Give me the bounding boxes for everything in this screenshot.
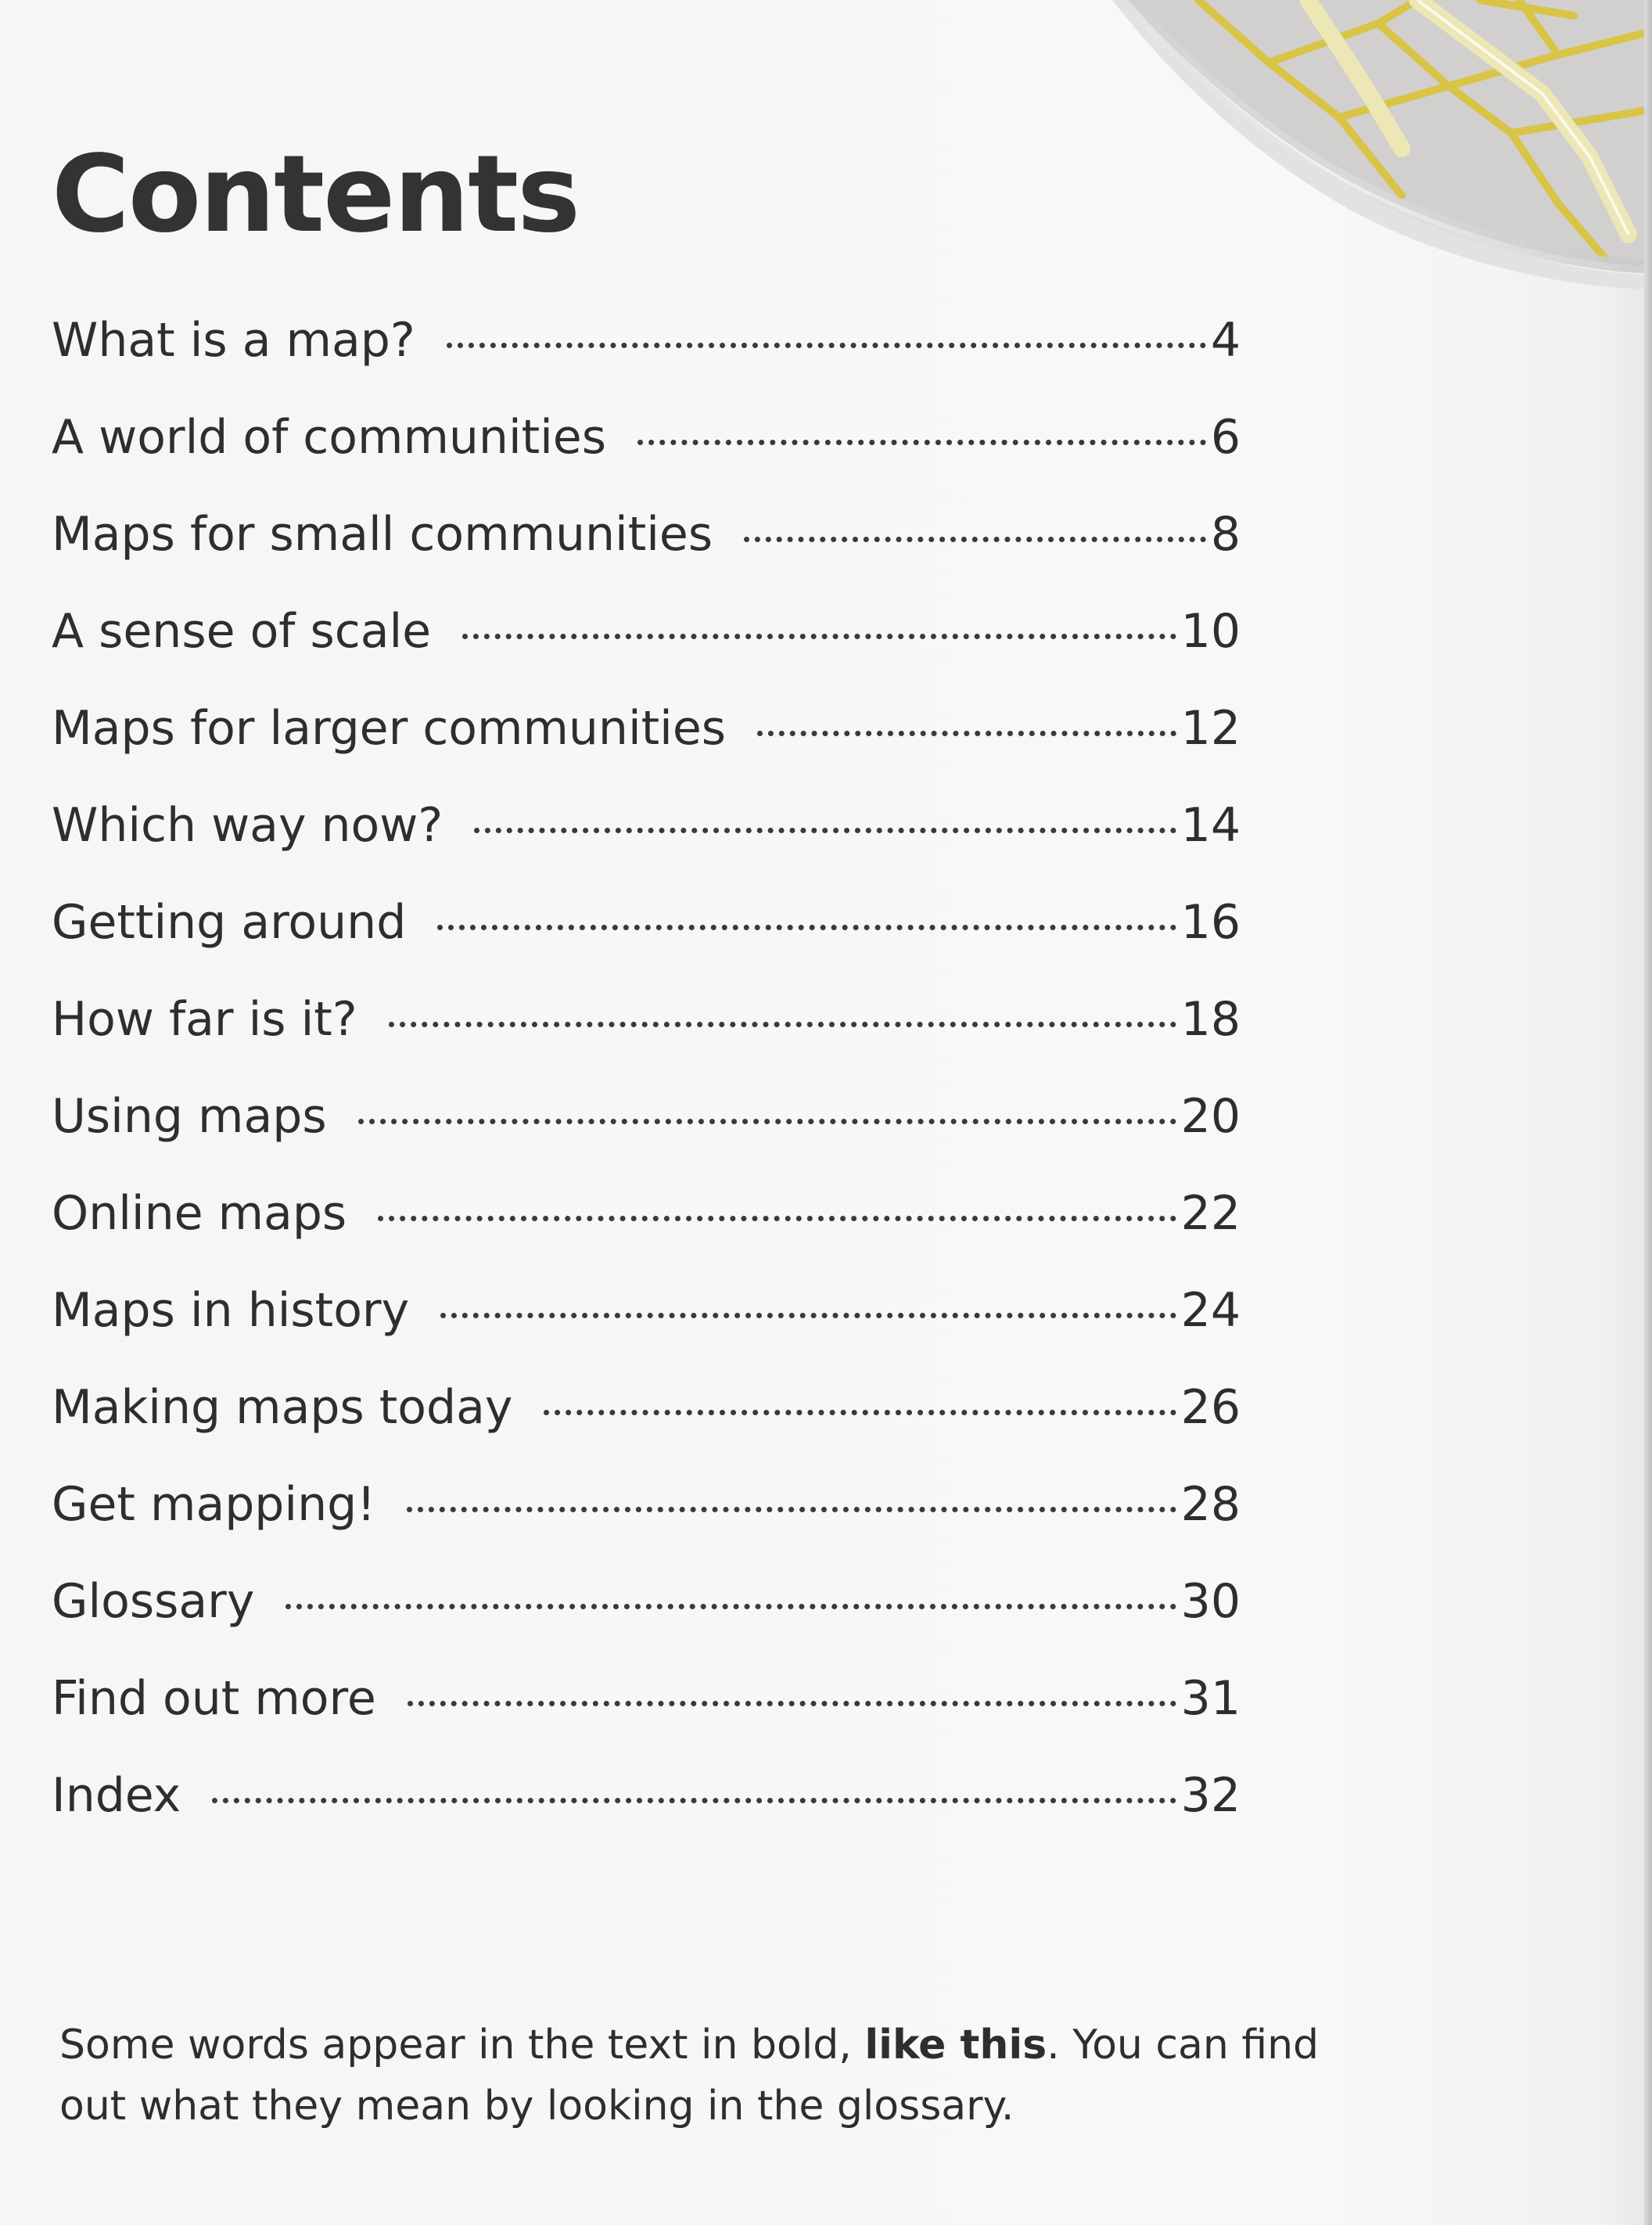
dot-leader [474, 828, 1176, 833]
toc-entry[interactable] [52, 1671, 1241, 1768]
toc-page-number: 22 [1180, 1186, 1241, 1241]
toc-entry-title: Online maps [52, 1186, 347, 1241]
toc-entry[interactable] [52, 1574, 1241, 1671]
toc-entry-title: A world of communities [52, 410, 606, 465]
toc-page-number: 28 [1180, 1477, 1241, 1532]
toc-page-number: 10 [1180, 604, 1241, 659]
dot-leader [757, 731, 1176, 736]
toc-entry[interactable] [52, 1186, 1241, 1283]
toc-page-number: 4 [1210, 313, 1241, 368]
toc-entry[interactable] [52, 992, 1241, 1089]
dot-leader [286, 1604, 1176, 1609]
toc-page-number: 18 [1180, 992, 1241, 1047]
dot-leader [378, 1216, 1176, 1221]
toc-entry-title: How far is it? [52, 992, 357, 1047]
toc-page-number: 12 [1180, 701, 1241, 756]
dot-leader [637, 440, 1206, 445]
toc-entry-title: Maps for larger communities [52, 701, 727, 756]
toc-entry[interactable] [52, 1477, 1241, 1574]
toc-page-number: 30 [1180, 1574, 1241, 1629]
glossary-note-bold-example: like this [864, 2022, 1047, 2069]
page-edge-shadow [1644, 0, 1652, 2225]
corner-map-illustration [1011, 0, 1652, 289]
dot-leader [358, 1119, 1176, 1124]
toc-entry[interactable] [52, 1089, 1241, 1186]
toc-entry[interactable] [52, 798, 1241, 895]
dot-leader [437, 925, 1176, 930]
glossary-note-text-before: Some words appear in the text in bold, [59, 2022, 865, 2069]
toc-entry-title: Which way now? [52, 798, 444, 853]
toc-entry[interactable] [52, 701, 1241, 798]
glossary-note-text-after: . You can find out what they mean by looking in the glossary. [59, 2022, 1320, 2130]
toc-page-number: 8 [1210, 507, 1241, 562]
toc-page-number: 26 [1180, 1380, 1241, 1435]
dot-leader [389, 1022, 1176, 1027]
toc-entry[interactable] [52, 410, 1241, 507]
dot-leader [744, 537, 1206, 542]
toc-page-number: 24 [1180, 1283, 1241, 1338]
toc-entry[interactable] [52, 1283, 1241, 1380]
table-of-contents [52, 313, 1241, 1865]
toc-entry[interactable] [52, 1768, 1241, 1865]
toc-entry-title: Maps in history [52, 1283, 410, 1338]
dot-leader [440, 1313, 1176, 1318]
dot-leader [407, 1507, 1176, 1512]
toc-entry[interactable] [52, 895, 1241, 992]
dot-leader [544, 1410, 1176, 1415]
dot-leader [212, 1798, 1176, 1803]
dot-leader [462, 634, 1176, 639]
toc-page-number: 6 [1210, 410, 1241, 465]
toc-page-number: 20 [1180, 1089, 1241, 1144]
toc-entry-title: Getting around [52, 895, 407, 950]
toc-entry[interactable] [52, 507, 1241, 604]
toc-entry-title: Making maps today [52, 1380, 513, 1435]
toc-page-number: 14 [1180, 798, 1241, 853]
dot-leader [447, 343, 1206, 348]
toc-entry-title: Using maps [52, 1089, 327, 1144]
toc-entry-title: A sense of scale [52, 604, 432, 659]
toc-entry-title: Find out more [52, 1671, 376, 1726]
toc-entry-title: Glossary [52, 1574, 255, 1629]
page-title: Contents [52, 133, 580, 257]
toc-entry-title: What is a map? [52, 313, 415, 368]
toc-entry[interactable] [52, 313, 1241, 410]
glossary-note [59, 2015, 1389, 2137]
dot-leader [408, 1701, 1176, 1706]
toc-entry-title: Get mapping! [52, 1477, 376, 1532]
toc-entry-title: Index [52, 1768, 181, 1823]
toc-entry-title: Maps for small communities [52, 507, 713, 562]
toc-entry[interactable] [52, 1380, 1241, 1477]
toc-page-number: 32 [1180, 1768, 1241, 1823]
toc-entry[interactable] [52, 604, 1241, 701]
toc-page-number: 31 [1180, 1671, 1241, 1726]
toc-page-number: 16 [1180, 895, 1241, 950]
